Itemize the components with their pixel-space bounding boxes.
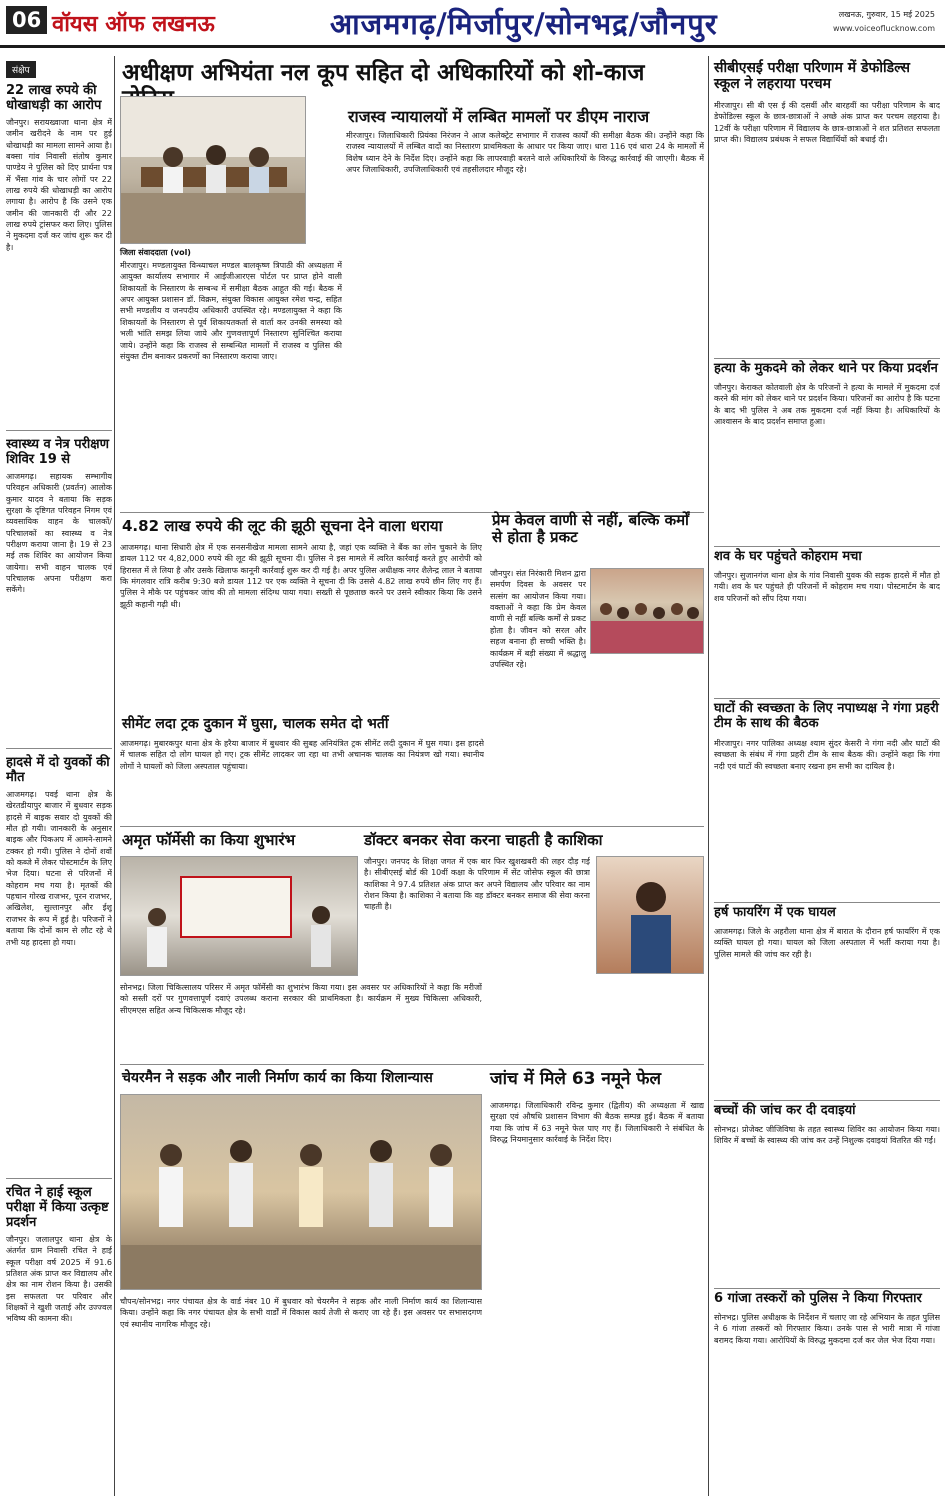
masthead (0, 0, 945, 48)
right-headline: हर्ष फायरिंग में एक घायल (714, 905, 836, 920)
page-number: 06 (6, 6, 47, 34)
region-title: आजमगढ़/मिर्जापुर/सोनभद्र/जौनपुर (330, 7, 718, 41)
brief-headline: हादसे में दो युवकों की मौत (6, 755, 110, 785)
right-body: मीरजापुर। सी बी एस ई की दसवीं और बारहवीं का परीक्षा परिणाम के बाद डेफोडिल्स स्कूल के छात्र-छात्राओं ने अच्छे अंक प्राप्त कर परचम लहराया है। 12वीं के परीक्षा परिणाम में विद्यालय के छात्र-छात्राओं ने शत प्रतिशत सफलता प्राप्त की। विद्यालय प्रबंधक ने सफल विद्यार्थियों को बधाई दी। (714, 101, 940, 145)
middle-body: जौनपुर। जनपद के शिक्षा जगत में एक बार फिर खुशखबरी की लहर दौड़ गई है। सीबीएसई बोर्ड की 10वीं कक्षा के परिणाम में सेंट जोसेफ स्कूल की छात्रा काशिका ने 97.4 प्रतिशत अंक प्राप्त कर अपने विद्यालय और परिवार का नाम रोशन किया है। काशिका ने बताया कि वह डॉक्टर बनकर समाज की सेवा करना चाहती है। (364, 857, 590, 912)
right-body: आजमगढ़। जिले के अहरौला थाना क्षेत्र में बारात के दौरान हर्ष फायरिंग में एक व्यक्ति घायल हो गया। घायल को जिला अस्पताल में भर्ती कराया गया है। पुलिस मामले की जांच कर रही है। (714, 927, 940, 959)
center-headline: चेयरमैन ने सड़क और नाली निर्माण कार्य का किया शिलान्यास (122, 1070, 433, 1086)
middle-headline: डॉक्टर बनकर सेवा करना चाहती है काशिका (364, 831, 603, 849)
satsang-photo (590, 568, 704, 654)
meeting-illustration (121, 97, 306, 244)
middle-headline: राजस्व न्यायालयों में लम्बित मामलों पर डीएम नाराज (348, 107, 650, 126)
lead-body-cont (310, 96, 340, 246)
middle-body: आजमगढ़। जिलाधिकारी रविन्द्र कुमार (द्वितीय) की अध्यक्षता में खाद्य सुरक्षा एवं औषधि प्रशासन विभाग की बैठक सम्पन्न हुई। बैठक में बताया गया कि जांच में 63 नमूने फेल पाए गए हैं। जिलाधिकारी ने संबंधित के विरुद्ध नियमानुसार कार्रवाई के निर्देश दिए। (490, 1101, 704, 1145)
brief-body: आजमगढ़। पवई थाना क्षेत्र के खेरतडीयापुर बाजार में बुधवार सड़क हादसे में बाइक सवार दो युवकों की मौत हो गयी। जानकारी के अनुसार बाइक और पिकअप में आमने-सामने टक्कर हो गयी। पुलिस ने दोनों शवों को कब्जे में लेकर पोस्टमार्टम के लिए भेज दिया। घटना से परिजनों में कोहराम मच गया है। मृतकों की पहचान गोरख राजभर, पूरन राजभर, अखिलेश, सुल्तानपुर और ईशू राजभर के रूप में हुई है। परिजनों ने बताया कि दोनों काम से लौट रहे थे तभी यह हादसा हो गया। (6, 789, 112, 947)
brief-headline: स्वास्थ्य व नेत्र परीक्षण शिविर 19 से (6, 437, 109, 467)
foundation-photo (120, 1094, 482, 1290)
paper-name: वॉयस ऑफ लखनऊ (52, 12, 215, 37)
right-headline: बच्चों की जांच कर दी दवाइयां (714, 1103, 856, 1118)
lead-photo-caption: जिला संवाददाता (vol) (120, 248, 191, 257)
center-body: चौपन/सोनभद्र। नगर पंचायत क्षेत्र के वार्ड नंबर 10 में बुधवार को चेयरमैन ने सड़क और नाली निर्माण कार्य का शिलान्यास किया। उन्होंने कहा कि नगर पंचायत क्षेत्र के सभी वार्डों में विकास कार्य तेजी से कराए जा रहे हैं। इस अवसर पर सभासदगण एवं स्थानीय नागरिक मौजूद रहे। (120, 1297, 482, 1329)
brief-body: जौनपुर। जलालपुर थाना क्षेत्र के अंतर्गत ग्राम निवासी रचित ने हाई स्कूल परीक्षा वर्ष 2025 में 91.6 प्रतिशत अंक प्राप्त कर विद्यालय और क्षेत्र का नाम रोशन किया है। उसकी इस सफलता पर परिवार और शिक्षकों ने खुशी जताई और उज्ज्वल भविष्य की कामना की। (6, 1234, 112, 1324)
brief-body: आजमगढ़। सहायक सम्भागीय परिवहन अधिकारी (प्रवर्तन) आलोक कुमार यादव ने बताया कि सड़क सुरक्षा के दृष्टिगत परिवहन निगम एवं व्यवसायिक वाहन के चालकों/परिचालकों का स्वास्थ्य व नेत्र परीक्षण कराया जाना है। 19 से 23 मई तक शिविर का आयोजन किया जायेगा। सभी वाहन चालक एवं परिचालक अपना परीक्षण करा सकेंगे। (6, 471, 112, 595)
brief-headline: 22 लाख रुपये की धोखाधड़ी का आरोप (6, 83, 102, 113)
right-body: मीरजापुर। नगर पालिका अध्यक्ष श्याम सुंदर केसरी ने गंगा नदी और घाटों की स्वच्छता के संबंध में गंगा प्रहरी टीम के साथ बैठक की। उन्होंने कहा कि गंगा नदी एवं घाटों की स्वच्छता बनाए रखना हम सभी का दायित्व है। (714, 739, 940, 771)
student-illustration (597, 857, 704, 974)
right-headline: घाटों की स्वच्छता के लिए नपाध्यक्ष ने गंगा प्रहरी टीम के साथ की बैठक (714, 701, 939, 731)
center-headline: सीमेंट लदा ट्रक दुकान में घुसा, चालक समेत दो भर्ती (122, 716, 389, 732)
dateline: लखनऊ, गुरुवार, 15 मई 2025 (838, 10, 935, 19)
center-body: आजमगढ़। मुबारकपुर थाना क्षेत्र के हरैया बाजार में बुधवार की सुबह अनियंत्रित ट्रक सीमेंट लदी दुकान में घुस गया। इस हादसे में चालक सहित दो लोग घायल हो गए। ट्रक सीमेंट लादकर जा रहा था तभी अचानक चालक का नियंत्रण खो गया। स्थानीय लोगों ने घायलों को जिला अस्पताल पहुंचाया। (120, 739, 484, 771)
middle-body: मीरजापुर। जिलाधिकारी प्रियंका निरंजन ने आज कलेक्ट्रेट सभागार में राजस्व कार्यों की समीक्षा बैठक की। उन्होंने कहा कि राजस्व न्यायालयों में लम्बित वादों का निस्तारण प्राथमिकता के आधार पर किया जाए। धारा 116 एवं धारा 24 के मामलों में विशेष ध्यान देने के निर्देश दिए। उन्होंने कहा कि लापरवाही बरतने वाले अधिकारियों के विरुद्ध कार्रवाई की जाएगी। बैठक में अपर जिलाधिकारी, उपजिलाधिकारी एवं तहसीलदार मौजूद रहे। (346, 131, 704, 175)
brief-story (6, 84, 112, 419)
right-body: जौनपुर। सुजानगंज थाना क्षेत्र के गांव निवासी युवक की सड़क हादसे में मौत हो गयी। शव के घर पहुंचते ही परिजनों में कोहराम मच गया। पोस्टमार्टम के बाद शव परिजनों को सौंप दिया गया। (714, 571, 940, 603)
website: www.voiceoflucknow.com (832, 24, 935, 33)
right-body: सोनभद्र। पुलिस अधीक्षक के निर्देशन में चलाए जा रहे अभियान के तहत पुलिस ने 6 गांजा तस्करों को गिरफ्तार किया। उनके पास से भारी मात्रा में गांजा बरामद किया गया। आरोपियों के विरुद्ध मुकदमा दर्ज कर जेल भेज दिया गया। (714, 1313, 940, 1345)
center-headline: अमृत फॉर्मेसी का किया शुभारंभ (122, 831, 296, 849)
center-body: आजमगढ़। थाना सिधारी क्षेत्र में एक सनसनीखेज मामला सामने आया है, जहां एक व्यक्ति ने बैंक का लोन चुकाने के लिए डायल 112 पर 4,82,000 रुपये की लूट की झूठी सूचना दी। पुलिस ने इस मामले में त्वरित कार्रवाई करते हुए आरोपी को हिरासत में ले लिया है और उसके खिलाफ कानूनी कार्रवाई शुरू कर दी गई है। अपर पुलिस अधीक्षक नगर शैलेन्द्र लाल ने बताया कि मंगलवार रात्रि करीब 9:30 बजे डायल 112 पर एक व्यक्ति ने सूचना दी कि उससे 4.82 लाख रुपये छीन लिए गए हैं। पुलिस ने मौके पर पहुंचकर जांच की तो मामला संदिग्ध पाया गया। सख्ती से पूछताछ करने पर उसने स्वीकार किया कि उसने झूठी कहानी गढ़ी थी। (120, 543, 482, 609)
right-headline: शव के घर पहुंचते कोहराम मचा (714, 549, 862, 564)
center-headline: 4.82 लाख रुपये की लूट की झूठी सूचना देने वाला धराया (122, 517, 443, 535)
brief-body: जौनपुर। सरायख्वाजा थाना क्षेत्र में जमीन खरीदने के नाम पर हुई धोखाधड़ी का मामला सामने आया है। बक्सा गांव निवासी संतोष कुमार पाण्डेय ने पुलिस को दिए प्रार्थना पत्र में भैंसा गांव के चार लोगों पर 22 लाख रुपये की धोखाधड़ी का आरोप लगाया है। आरोप है कि उसने एक जमीन की जानकारी दी और 22 लाख रुपये ट्रांसफर करा लिए। पुलिस ने मुकदमा दर्ज कर जांच शुरू कर दी है। (6, 117, 112, 252)
section-label: संक्षेप (6, 61, 36, 78)
brief-story (6, 438, 112, 743)
right-headline: सीबीएसई परीक्षा परिणाम में डेफोडिल्स स्कूल ने लहराया परचम (714, 60, 911, 93)
pharmacy-illustration (121, 857, 358, 976)
brief-story (6, 756, 112, 1141)
crowd-illustration (591, 569, 704, 654)
middle-body: जौनपुर। संत निरंकारी मिशन द्वारा समर्पण दिवस के अवसर पर सत्संग का आयोजन किया गया। वक्ताओं ने कहा कि प्रेम केवल वाणी से नहीं बल्कि कर्मों से प्रकट होता है। जीवन को सरल और सहज बनाना ही सच्ची भक्ति है। कार्यक्रम में बड़ी संख्या में श्रद्धालु उपस्थित रहे। (490, 569, 586, 669)
left-column (6, 58, 112, 1494)
lead-headline: अधीक्षण अभियंता नल कूप सहित दो अधिकारियों को शो-काज (122, 60, 645, 86)
brief-story (6, 1186, 112, 1474)
right-headline: 6 गांजा तस्करों को पुलिस ने किया गिरफ्तार (714, 1291, 922, 1306)
right-headline: हत्या के मुकदमे को लेकर थाने पर किया प्रदर्शन (714, 361, 938, 376)
lead-photo (120, 96, 306, 244)
pharmacy-photo (120, 856, 358, 976)
center-body: सोनभद्र। जिला चिकित्सालय परिसर में अमृत फॉर्मेसी का शुभारंभ किया गया। इस अवसर पर अधिकारियों ने कहा कि मरीजों को सस्ती दरों पर गुणवत्तापूर्ण दवाएं उपलब्ध कराना सरकार की प्राथमिकता है। कार्यक्रम में मुख्य चिकित्सा अधिकारी, सीएमएस सहित अन्य चिकित्सक मौजूद रहे। (120, 983, 482, 1015)
kashika-photo (596, 856, 704, 974)
middle-headline: जांच में मिले 63 नमूने फेल (490, 1069, 661, 1089)
middle-headline: प्रेम केवल वाणी से नहीं, बल्कि कर्मों से होता है प्रकट (492, 511, 689, 547)
brief-headline: रचित ने हाई स्कूल परीक्षा में किया उत्कृष्ट प्रदर्शन (6, 1185, 109, 1230)
right-body: सोनभद्र। प्रोजेक्ट जीजिविषा के तहत स्वास्थ्य शिविर का आयोजन किया गया। शिविर में बच्चों के स्वास्थ्य की जांच कर उन्हें निशुल्क दवाइयां वितरित की गईं। (714, 1125, 940, 1146)
right-body: जौनपुर। केराकत कोतवाली क्षेत्र के परिजनों ने हत्या के मामले में मुकदमा दर्ज करने की मांग को लेकर थाने पर प्रदर्शन किया। परिजनों का आरोप है कि घटना के बाद भी पुलिस ने अब तक मुकदमा दर्ज नहीं किया है। अधिकारियों के आश्वासन के बाद प्रदर्शन समाप्त हुआ। (714, 383, 940, 427)
foundation-illustration (121, 1095, 482, 1290)
lead-body: मीरजापुर। मण्डलायुक्त विन्ध्याचल मण्डल बालकृष्ण त्रिपाठी की अध्यक्षता में आयुक्त कार्यालय सभागार में आईजीआरएस पोर्टल पर प्राप्त होने वाली शिकायतों के निस्तारण के सम्बन्ध में समीक्षा बैठक आहूत की गई। बैठक में अपर आयुक्त प्रशासन डॉ. विक्रम, संयुक्त विकास आयुक्त रमेश चन्द्र, सहित सभी मण्डलीय व जनपदीय अधिकारी उपस्थित रहे। मण्डलायुक्त ने कहा कि शिकायतों के निस्तारण से पूर्व शिकायतकर्ता से वार्ता कर उनकी समस्या को भली भांति समझ लिया जाये और गुणवत्तापूर्ण निस्तारण सुनिश्चित कराया जाये। उन्होंने कहा कि राजस्व से सम्बन्धित मामलों में राजस्व व पुलिस की संयुक्त टीम बनाकर प्रकरणों का निस्तारण कराया जाए। (120, 261, 342, 361)
